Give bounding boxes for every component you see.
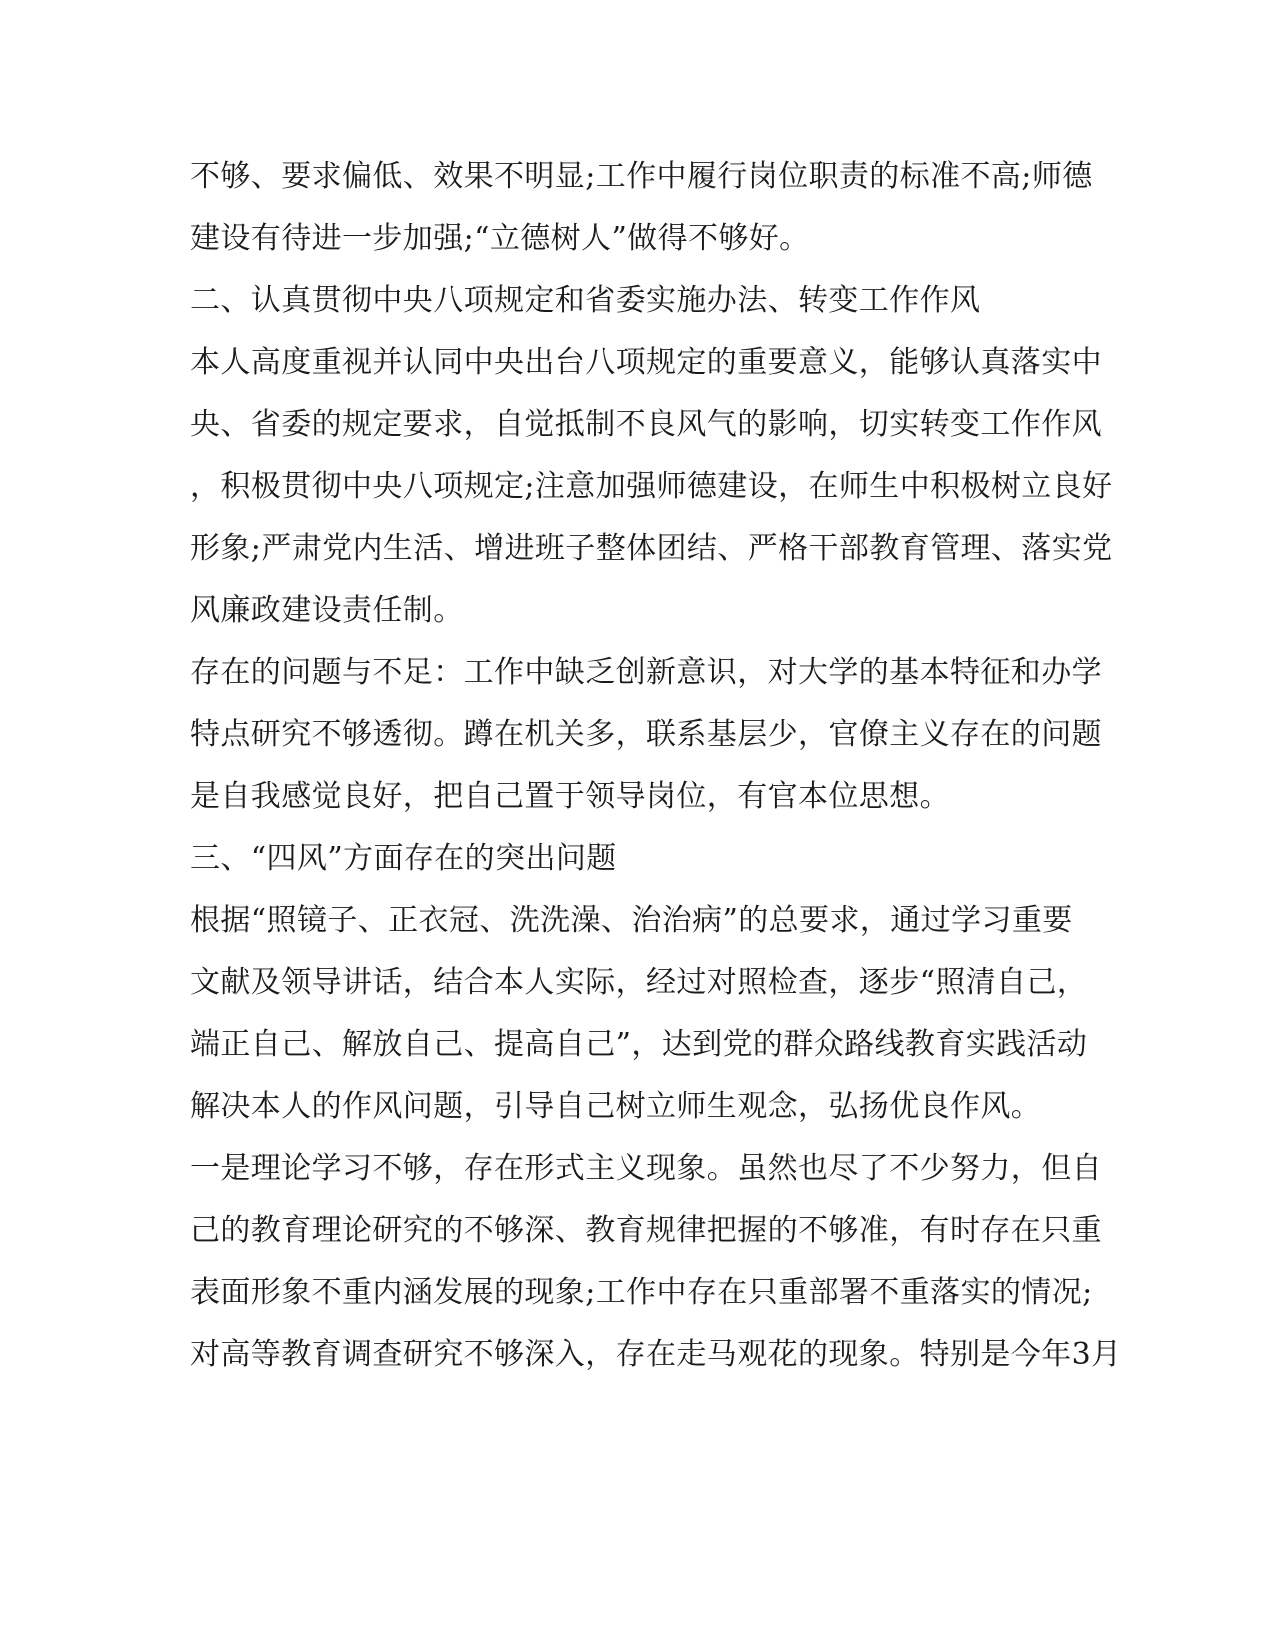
text-line: 一是理论学习不够，存在形式主义现象。虽然也尽了不少努力，但自 (190, 1151, 1102, 1186)
text-line: 不够、要求偏低、效果不明显;工作中履行岗位职责的标准不高;师德 (190, 159, 1093, 194)
section-heading: 三、“四风”方面存在的突出问题 (190, 841, 617, 876)
text-line: 特点研究不够透彻。蹲在机关多，联系基层少，官僚主义存在的问题 (190, 717, 1102, 752)
text-line: 风廉政建设责任制。 (190, 593, 464, 628)
text-line: 己的教育理论研究的不够深、教育规律把握的不够准，有时存在只重 (190, 1213, 1102, 1248)
section-heading: 二、认真贯彻中央八项规定和省委实施办法、转变工作作风 (190, 283, 981, 318)
text-line: 建设有待进一步加强;“立德树人”做得不够好。 (190, 221, 810, 256)
text-line: 根据“照镜子、正衣冠、洗洗澡、治治病”的总要求，通过学习重要 (190, 903, 1073, 938)
text-line: 形象;严肃党内生活、增进班子整体团结、严格干部教育管理、落实党 (190, 531, 1113, 566)
text-line: ，积极贯彻中央八项规定;注意加强师德建设，在师生中积极树立良好 (190, 469, 1113, 504)
text-line: 是自我感觉良好，把自己置于领导岗位，有官本位思想。 (190, 779, 950, 814)
text-line: 表面形象不重内涵发展的现象;工作中存在只重部署不重落实的情况; (190, 1275, 1093, 1310)
text-line: 央、省委的规定要求，自觉抵制不良风气的影响，切实转变工作作风 (190, 407, 1102, 442)
text-line: 文献及领导讲话，结合本人实际，经过对照检查，逐步“照清自己， (190, 965, 1088, 1000)
text-line: 对高等教育调查研究不够深入，存在走马观花的现象。特别是今年3月 (190, 1337, 1122, 1372)
text-line: 本人高度重视并认同中央出台八项规定的重要意义，能够认真落实中 (190, 345, 1102, 380)
text-line: 解决本人的作风问题，引导自己树立师生观念，弘扬优良作风。 (190, 1089, 1042, 1124)
text-line: 存在的问题与不足：工作中缺乏创新意识，对大学的基本特征和办学 (190, 655, 1102, 690)
text-line: 端正自己、解放自己、提高自己”，达到党的群众路线教育实践活动 (190, 1027, 1088, 1062)
